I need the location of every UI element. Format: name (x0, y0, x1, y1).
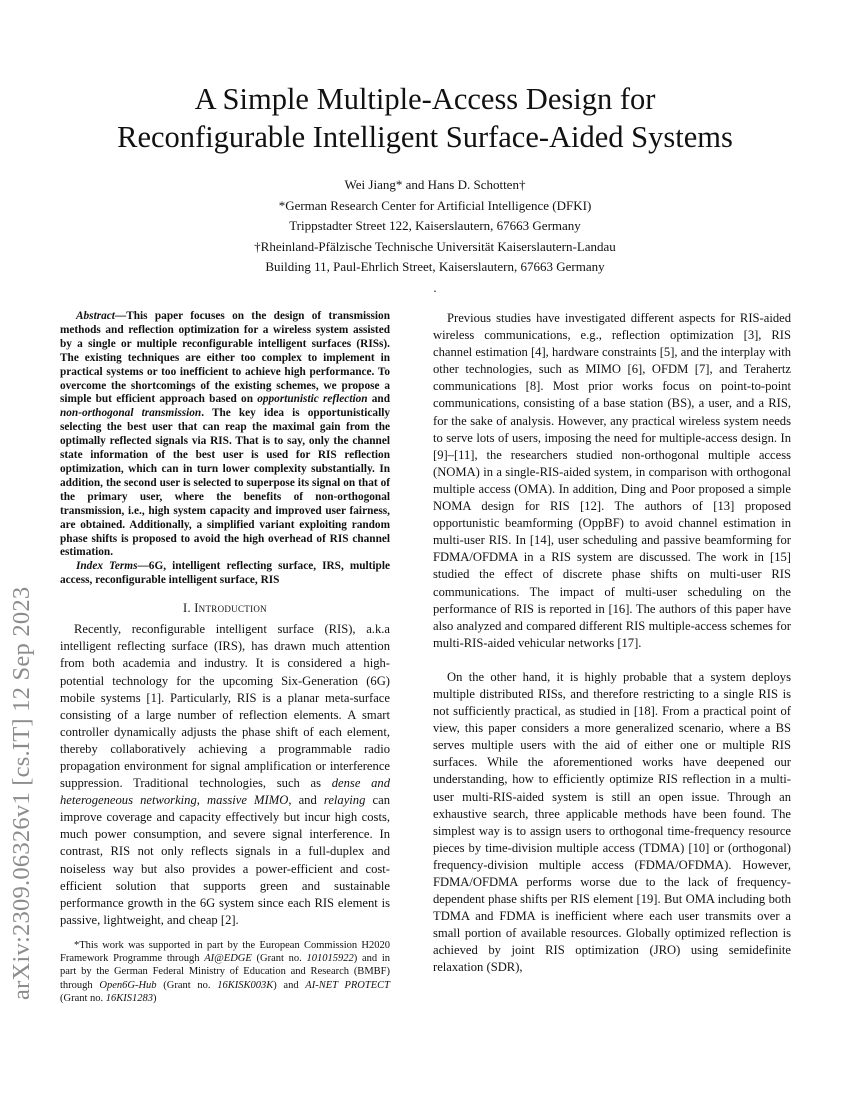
footnote-text-3: ) and in part by the German Federal Ministry of Education and Research (BMBF) through (60, 953, 390, 991)
section-title: Introduction (194, 601, 267, 616)
section-number: I. (183, 601, 195, 616)
affiliation-1-line-2: Trippstadter Street 122, Kaiserslautern, 67663 Germany (289, 218, 581, 233)
author-block (40, 175, 830, 298)
affiliation-2-line-1: †Rheinland-Pfälzische Technische Universität Kaiserslautern-Landau (254, 238, 616, 254)
abstract-text-3: . The key idea is opportunistically selecting the best user that can reap the maximal gain from the optimally reflected signals via RIS. That is to say, only the channel state information of the best user is used for RIS reflection optimization, which can in turn lower complexity substantially. In addition, the second user is selected to superpose its signal on that of the primary user, where the benefits of non-orthogonal transmission, i.e., high system capacity and improved user fairness, are obtained. Additionally, a simplified variant exploiting random phase shifts is proposed to avoid the high overhead of RIS channel estimation. (60, 407, 390, 559)
related-work-paragraph: Previous studies have investigated different aspects for RIS-aided wireless communications, e.g., reflection optimization [3], RIS channel estimation [4], hardware constraints [5], and the interplay with other technologies, such as MIMO [6], OFDM [7], and Terahertz communications [8]. Most prior works focus on point-to-point communications, consisting of a base station (BS), a user, and a RIS, for the sake of analysis. However, any practical wireless system needs to serve lots of users, imposing the need for multiple-access design. In [9]–[11], the researchers studied non-orthogonal multiple access (NOMA) in a single-RIS-aided system, in comparison with orthogonal multiple access (OMA). In addition, Ding and Poor proposed a simple NOMA design for RIS [12]. The authors of [13] proposed opportunistic beamforming (OppBF) to avoid channel estimation in multi-user RIS. In [14], user scheduling and passive beamforming for FDMA/OFDMA in a RIS system are discussed. The work in [15] studied the effect of discrete phase shifts on multi-user RIS communications. The impact of multi-user scheduling on the performance of RIS is reported in [16]. The authors of this paper have also analyzed and compared different RIS multiple-access schemes for multi-RIS-aided vehicular networks [17]. (433, 311, 791, 650)
intro-text-2: can improve coverage and capacity effectively but incur high costs, much power consumption, and severe signal interference. In contrast, RIS not only reflects signals in a full-duplex and noiseless way but also provides a power-efficient and cost-efficient solution that supports green and sustainable performance growth in the 6G system since each RIS element is passive, lightweight, and cheap [2]. (60, 793, 391, 927)
left-column (60, 310, 390, 1005)
index-terms (60, 560, 390, 588)
paper-title (40, 80, 810, 156)
footnote-text-1: *This work was supported in part by the European Commission H2020 Framework Programme through (60, 939, 390, 965)
index-terms-text: 6G, intelligent reflecting surface, IRS, multiple access, reconfigurable intelligent surface, RIS (60, 560, 390, 587)
intro-emphasis-1: dense and heterogeneous networking (60, 776, 390, 808)
funding-footnote (60, 939, 390, 1005)
intro-emphasis-3: relaying (323, 793, 366, 808)
abstract-emphasis-2: non-orthogonal transmission (60, 407, 202, 420)
intro-emphasis-2: massive MIMO (207, 793, 289, 808)
affiliation-dot: . (433, 279, 437, 295)
footnote-text-7: ) (153, 992, 157, 1004)
footnote-text-2: (Grant no. (251, 953, 307, 965)
intro-sep-2: , and (288, 793, 324, 808)
abstract-text-1: This paper focuses on the design of transmission methods and reflection optimization for a wireless system assisted by a single or multiple reconfigurable intelligent surfaces (RISs). The existing techniques are either too complex to implement in practical systems or too inefficient to achieve high performance. To overcome the shortcomings of the existing schemes, we propose a simple but efficient approach based on (60, 310, 390, 406)
footnote-emphasis-1: AI@EDGE (204, 953, 252, 965)
footnote-emphasis-6: 16KIS1283 (105, 992, 154, 1004)
affiliation-1-line-1: *German Research Center for Artificial Intelligence (DFKI) (278, 197, 592, 213)
index-terms-label: Index Terms (76, 560, 138, 573)
arxiv-identifier: arXiv:2309.06326v1 [cs.IT] 12 Sep 2023 (8, 586, 35, 1000)
right-column (433, 310, 791, 977)
section-heading-introduction (60, 600, 390, 617)
footnote-emphasis-2: 101015922 (306, 953, 354, 965)
intro-sep-1: , (196, 793, 208, 808)
paper-title-line-1: A Simple Multiple-Access Design for (194, 82, 656, 116)
footnote-text-4: (Grant no. (156, 979, 218, 991)
author-names: Wei Jiang* and Hans D. Schotten† (344, 177, 526, 192)
abstract-dash: — (114, 310, 127, 322)
abstract-emphasis-1: opportunistic reflection (257, 393, 368, 406)
footnote-emphasis-5: AI-NET PROTECT (305, 979, 390, 991)
footnote-emphasis-3: Open6G-Hub (99, 979, 157, 991)
footnote-text-5: ) and (273, 979, 306, 991)
index-terms-dash: — (137, 560, 149, 573)
multi-ris-paragraph: On the other hand, it is highly probable that a system deploys multiple distributed RISs, and therefore restricting to a single RIS is not sufficiently practical, as studied in [18]. From a practical point of view, this paper considers a more generalized scenario, where a BS serves multiple users with the aid of either one or multiple RIS surfaces. While the aforementioned works have deepened our understanding, how to efficiently optimize RIS reflection in a multi-user multi-RIS-aided system is still an open issue. Through an exhaustive search, three applicable methods have been found. The simplest way is to assign users to orthogonal time-frequency resource pieces by time-division multiple access (TDMA) [10] or (orthogonal) frequency-division multiple access (FDMA/OFDMA). However, FDMA/OFDMA performs worse due to the lack of frequency-dependent phase shifts per RIS element [19]. But OMA including both TDMA and FDMA is inefficient where each user transmits over a small portion of available resources. Globally optimized reflection is achieved by joint RIS optimization (JRO) using semidefinite relaxation (SDR), (433, 669, 791, 975)
abstract-label: Abstract (76, 310, 115, 322)
paper-title-line-2: Reconfigurable Intelligent Surface-Aided Systems (117, 120, 733, 154)
affiliation-2-line-2: Building 11, Paul-Ehrlich Street, Kaiserslautern, 67663 Germany (265, 259, 605, 274)
footnote-emphasis-4: 16KISK003K (217, 979, 274, 991)
abstract-text-2: and (367, 393, 390, 406)
footnote-text-6: (Grant no. (60, 992, 106, 1004)
intro-paragraph-1 (60, 621, 390, 929)
intro-text-1: Recently, reconfigurable intelligent surface (RIS), a.k.a intelligent reflecting surface (IRS), has drawn much attention from both academia and industry. It is considered a high-potential technology for the upcoming Six-Generation (6G) mobile systems [1]. Particularly, RIS is a planar meta-surface consisting of a large number of reflection elements. A smart controller dynamically adjusts the phase shift of each element, thereby collaboratively achieving a programmable radio propagation environment for signal amplification or interference suppression. Traditional technologies, such as (60, 622, 390, 791)
abstract (60, 310, 390, 560)
